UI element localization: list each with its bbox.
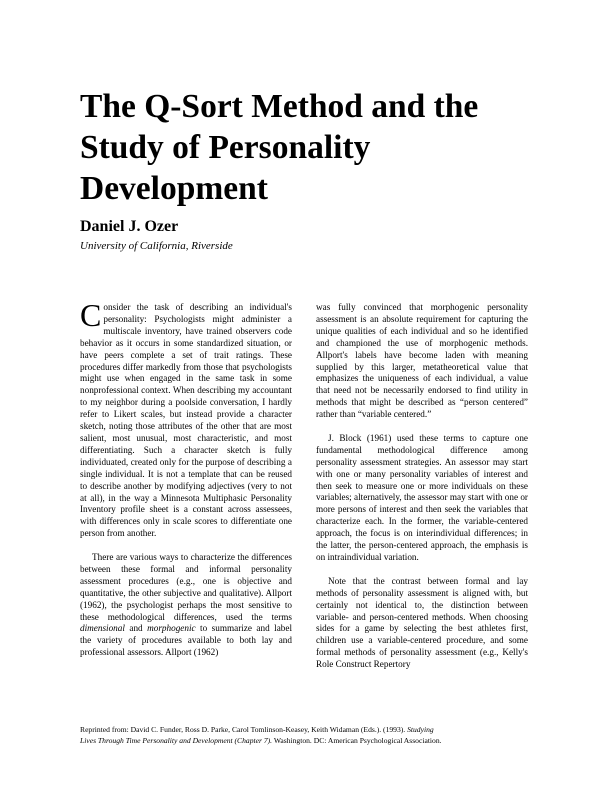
footnote-line-2 xyxy=(80,735,532,746)
paragraph-text: onsider the task of describing an individual's personality: Psychologists might administer a multiscale inventory, have trained observers code behavior as it occurs in some standardized situation, or have peers complete a set of trait ratings. These procedures differ markedly from those that psychologists might use when engaged in the same task in some nonprofessional context. When describing my accountant to my neighbor during a poolside conversation, I hardly refer to Likert scales, but instead provide a character sketch, noting those attributes of the other that are most salient, most unusual, most characteristic, and most differentiating. Such a character sketch is fully individuated, created only for the purpose of describing a single individual. It is not a template that can be reused to describe another by modifying adjectives (very to not at all), in the way a Minnesota Multiphasic Personality Inventory profile sheet is a constant across assessees, with differences only in scale scores to differentiate one person from another. xyxy=(80,302,292,539)
footnote-text: Reprinted from: David C. Funder, Ross D. Parke, Carol Tomlinson-Keasey, Keith Widaman (Eds.). (1993). xyxy=(80,725,408,734)
article-title xyxy=(80,86,540,209)
footnote-book-title: Lives Through Time Personality and Development (Chapter 7). xyxy=(80,736,273,745)
title-line-2: Study of Personality xyxy=(80,129,371,166)
title-line-1: The Q-Sort Method and the xyxy=(80,88,479,125)
paragraph: Note that the contrast between formal and lay methods of personality assessment is aligned with, but certainly not identical to, the distinction between variable- and person-centered methods. When choosing sides for a game by selecting the best athletes first, children use a variable-centered procedure, and some formal methods of personality assessment (e.g., Kelly's Role Construct Repertory xyxy=(316,575,528,670)
paragraph-text: There are various ways to characterize the differences between these formal and informal personality assessment procedures (e.g., one is objective and quantitative, the other subjective and qualitative). Allport (1962), the psychologist perhaps the most sensitive to these methodological differences, used the terms xyxy=(80,552,292,622)
title-line-3: Development xyxy=(80,170,268,207)
author-affiliation: University of California, Riverside xyxy=(80,240,233,252)
emphasis-term: morphogenic xyxy=(147,623,196,634)
footnote-line-1 xyxy=(80,724,532,735)
author-name: Daniel J. Ozer xyxy=(80,218,179,235)
right-column xyxy=(316,302,528,671)
drop-cap: C xyxy=(80,297,102,333)
footnote-text: Washington. DC: American Psychological Association. xyxy=(272,736,442,745)
left-column xyxy=(80,297,293,659)
paragraph: was fully convinced that morphogenic personality assessment is an absolute requirement for capturing the unique qualities of each individual and so he identified and championed the use of morphogenic methods. Allport's labels have become laden with meaning supplied by this larger, metatheoretical value that emphasizes the uniqueness of each individual, a value that need not be necessarily endorsed to find utility in methods that might be described as “person centered” rather than “variable centered.” xyxy=(316,302,528,420)
emphasis-term: dimensional xyxy=(80,623,125,634)
paragraph-text: to summarize and label the variety of procedures available to both lay and professional assessors. Allport (1962) xyxy=(80,623,293,658)
reprint-footnote xyxy=(80,724,532,746)
footnote-book-title: Studying xyxy=(407,725,434,734)
paragraph-text: and xyxy=(124,623,148,634)
paragraph xyxy=(80,552,292,659)
paragraph: J. Block (1961) used these terms to capture one fundamental methodological difference among personality assessment strategies. An assessor may start with one or many personality variables of interest and then seek to measure one or more individuals on these variables; alternatively, the assessor may start with one or more persons of interest and then seek the variables that characterize each. In the former, the variable-centered approach, the focus is on interindividual differences; in the latter, the person-centered approach, the emphasis is on intraindividual variation. xyxy=(316,432,528,563)
paragraph xyxy=(80,297,292,540)
